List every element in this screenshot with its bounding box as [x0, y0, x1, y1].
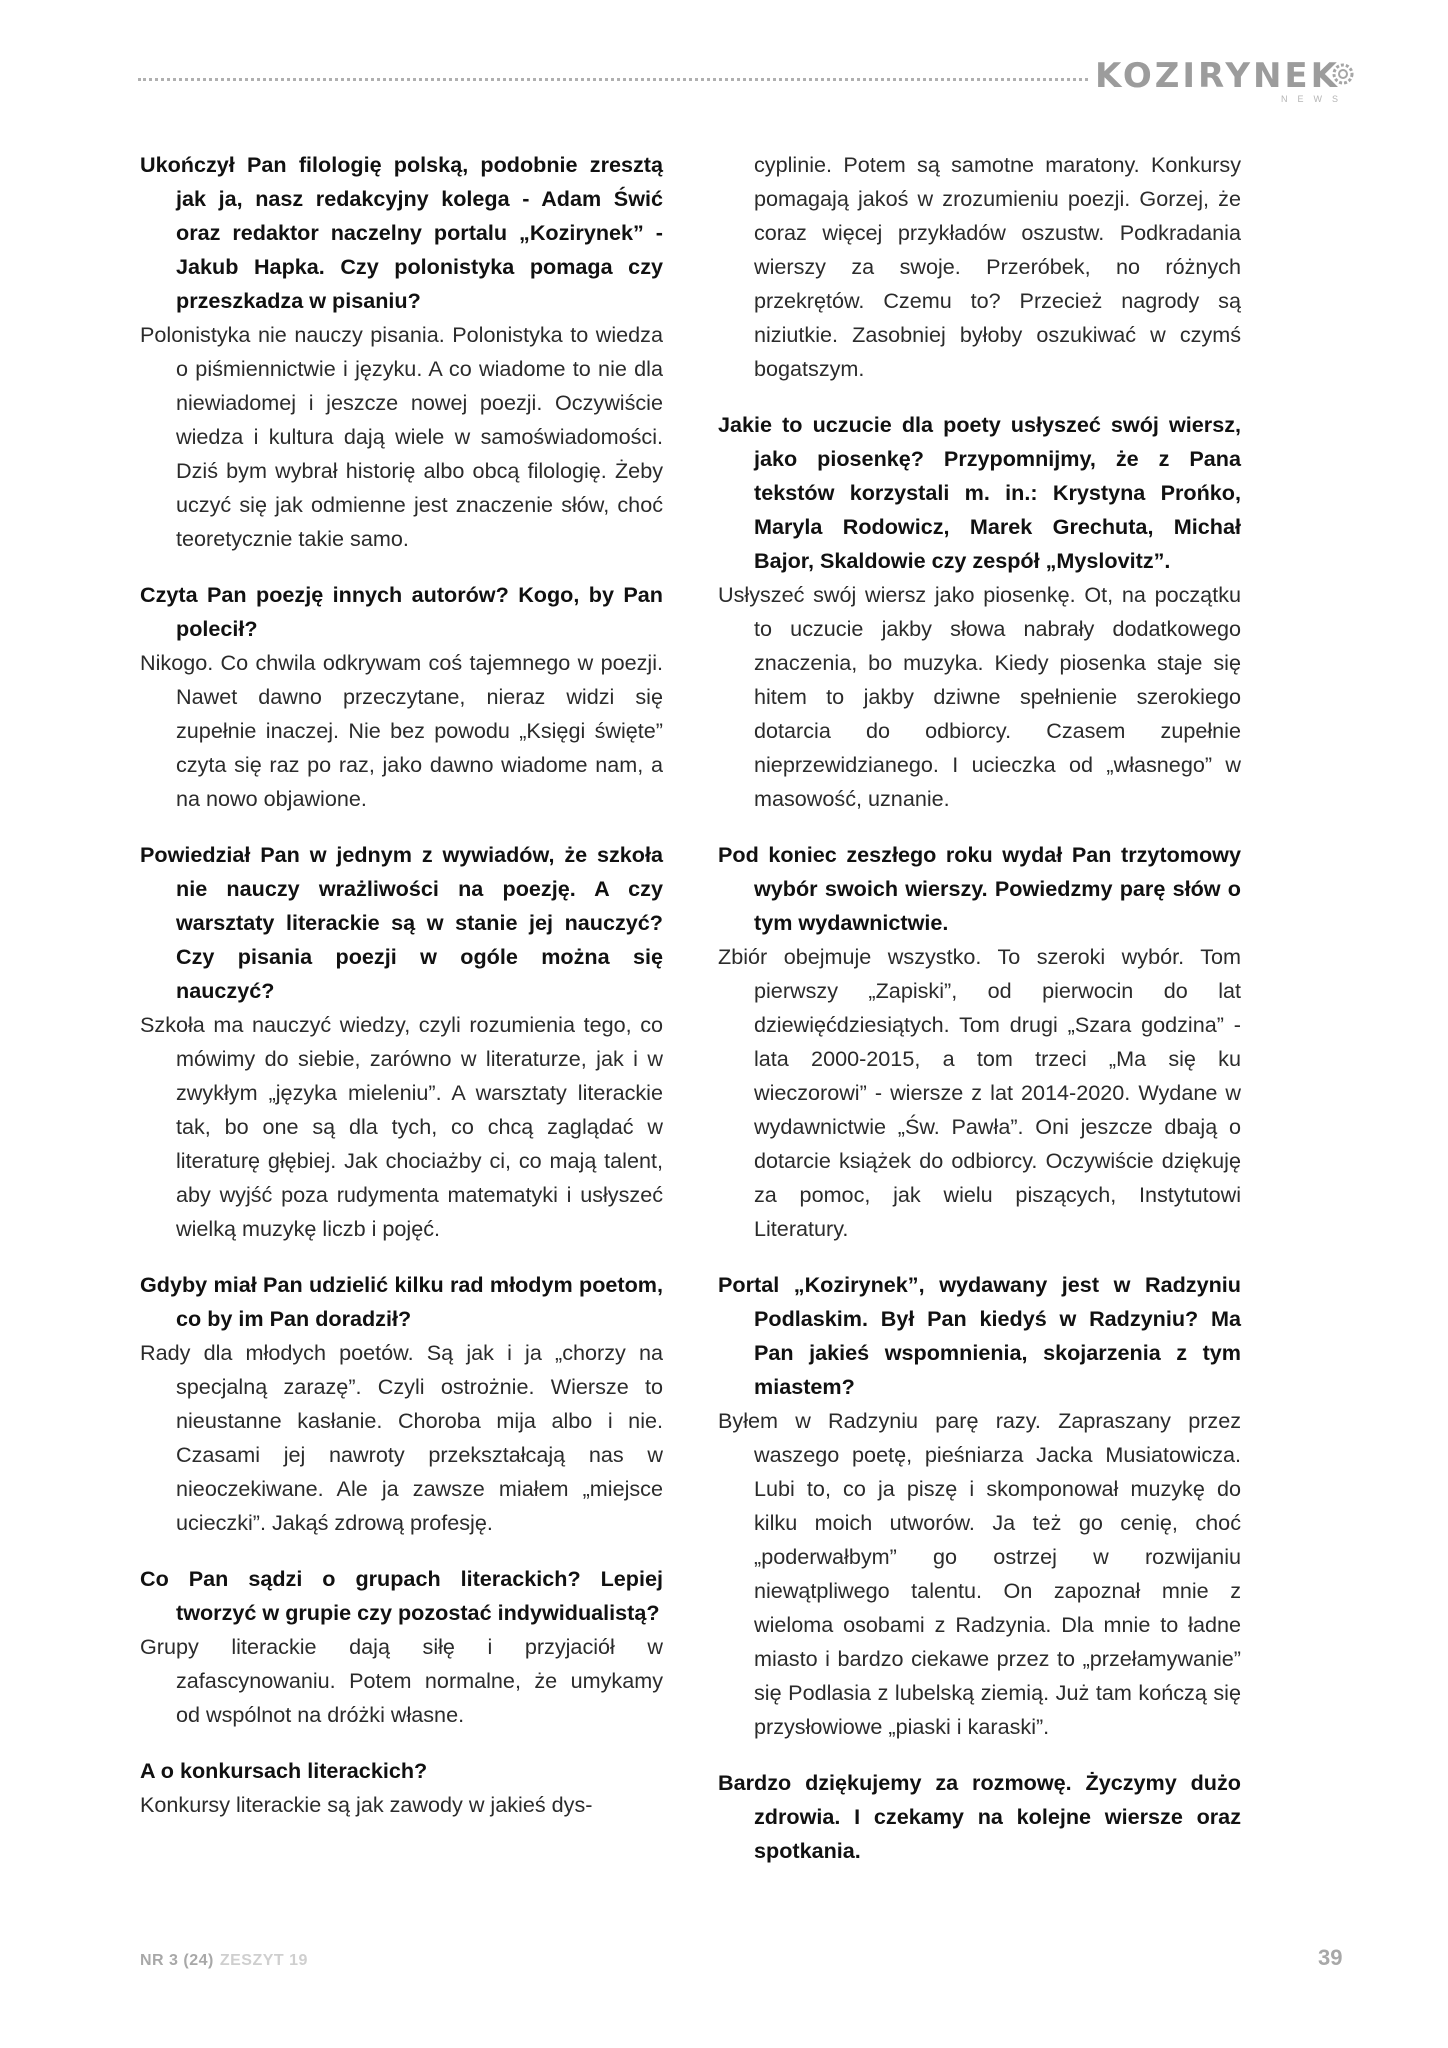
interview-answer: Grupy literackie dają siłę i przyjaciół w zafascynowaniu. Potem normalne, że umykamy od wspólnot na dróżki własne. [140, 1634, 663, 1727]
issue-zeszyt: ZESZYT 19 [219, 1952, 308, 1969]
interview-answer: Zbiór obejmuje wszystko. To szeroki wybór. Tom pierwszy „Zapiski”, od pierwocin do lat dziewięćdziesiątych. Tom drugi „Szara godzina” - lata 2000-2015, a tom trzeci „Ma się ku wieczorowi” - wiersze z lat 2014-2020. Wydane w wydawnictwie „Św. Pawła”. Oni jeszcze dbają o dotarcie książek do odbiorcy. Oczywiście dziękuję za pomoc, jak wielu piszących, Instytutowi Literatury. [718, 944, 1241, 1241]
left-column [140, 148, 663, 1830]
brand-name: KOZIRYNEK [1095, 56, 1340, 96]
qa-block [718, 838, 1241, 1246]
qa-block [140, 578, 663, 816]
closing-remark: Bardzo dziękujemy za rozmowę. Życzymy dużo zdrowia. I czekamy na kolejne wiersze oraz spotkania. [718, 1770, 1241, 1863]
qa-block [718, 408, 1241, 816]
interview-question: Portal „Kozirynek”, wydawany jest w Radzyniu Podlaskim. Był Pan kiedyś w Radzyniu? Ma Pan jakieś wspomnienia, skojarzenia z tym miastem? [718, 1272, 1241, 1399]
qa-block [140, 1268, 663, 1540]
interview-question: Pod koniec zeszłego roku wydał Pan trzytomowy wybór swoich wierszy. Powiedzmy parę słów o tym wydawnictwie. [718, 842, 1241, 935]
issue-info [140, 1952, 308, 1970]
interview-question: Co Pan sądzi o grupach literackich? Lepiej tworzyć w grupie czy pozostać indywidualistą? [140, 1566, 663, 1625]
header-dotted-rule [138, 78, 1088, 81]
page-number: 39 [1318, 1945, 1343, 1970]
interview-answer: Nikogo. Co chwila odkrywam coś tajemnego w poezji. Nawet dawno przeczytane, nieraz widzi się zupełnie inaczej. Nie bez powodu „Księgi święte” czyta się raz po raz, jako dawno wiadome nam, a na nowo objawione. [140, 650, 663, 811]
interview-answer: Szkoła ma nauczyć wiedzy, czyli rozumienia tego, co mówimy do siebie, zarówno w literaturze, jak i w zwykłym „języka mieleniu”. A warsztaty literackie tak, bo one są dla tych, co chcą zaglądać w literaturę głębiej. Jak chociażby ci, co mają talent, aby wyjść poza rudymenta matematyki i usłyszeć wielką muzykę liczb i pojęć. [140, 1012, 663, 1241]
qa-block [140, 1754, 663, 1822]
issue-number: NR 3 (24) [140, 1952, 214, 1969]
interview-answer: Polonistyka nie nauczy pisania. Polonistyka to wiedza o piśmiennictwie i języku. A co wiadome to nie dla niewiadomej i jeszcze nowej poezji. Oczywiście wiedza i kultura dają wiele w samoświadomości. Dziś bym wybrał historię albo obcą filologię. Żeby uczyć się jak odmienne jest znaczenie słów, choć teoretycznie takie samo. [140, 322, 663, 551]
qa-block [718, 1268, 1241, 1744]
right-column [718, 148, 1241, 1890]
gear-icon [1331, 62, 1355, 86]
interview-answer: Rady dla młodych poetów. Są jak i ja „chorzy na specjalną zarazę”. Czyli ostrożnie. Wiersze to nieustanne kasłanie. Choroba mija albo i nie. Czasami jej nawroty przekształcają nas w nieoczekiwane. Ale ja zawsze miałem „miejsce ucieczki”. Jakąś zdrową profesję. [140, 1340, 663, 1535]
interview-answer: Konkursy literackie są jak zawody w jakieś dys- [140, 1792, 593, 1817]
interview-question: Powiedział Pan w jednym z wywiadów, że szkoła nie nauczy wrażliwości na poezję. A czy warsztaty literackie są w stanie jej nauczyć? Czy pisania poezji w ogóle można się nauczyć? [140, 842, 663, 1003]
closing-block [718, 1766, 1241, 1868]
qa-block [140, 838, 663, 1246]
interview-question: Jakie to uczucie dla poety usłyszeć swój wiersz, jako piosenkę? Przypomnijmy, że z Pana tekstów korzystali m. in.: Krystyna Prońko, Maryla Rodowicz, Marek Grechuta, Michał Bajor, Skaldowie czy zespół „Myslovitz”. [718, 412, 1241, 573]
qa-block [140, 1562, 663, 1732]
qa-block [140, 148, 663, 556]
interview-question: Czyta Pan poezję innych autorów? Kogo, by Pan polecił? [140, 582, 663, 641]
interview-answer: Usłyszeć swój wiersz jako piosenkę. Ot, na początku to uczucie jakby słowa nabrały dodatkowego znaczenia, bo muzyka. Kiedy piosenka staje się hitem to jakby dziwne spełnienie szerokiego dotarcia do odbiorcy. Czasem zupełnie nieprzewidzianego. I ucieczka od „własnego” w masowość, uznanie. [718, 582, 1241, 811]
interview-question: A o konkursach literackich? [140, 1758, 428, 1783]
interview-question: Gdyby miał Pan udzielić kilku rad młodym poetom, co by im Pan doradził? [140, 1272, 663, 1331]
brand-logo [1095, 52, 1355, 102]
interview-answer: cyplinie. Potem są samotne maratony. Konkursy pomagają jakoś w zrozumieniu poezji. Gorzej, że coraz więcej przykładów oszustw. Podkradania wierszy za swoje. Przeróbek, no różnych przekrętów. Czemu to? Przecież nagrody są niziutkie. Zasobniej byłoby oszukiwać w czymś bogatszym. [754, 152, 1241, 381]
interview-question: Ukończył Pan filologię polską, podobnie zresztą jak ja, nasz redakcyjny kolega - Adam Świć oraz redaktor naczelny portalu „Kozirynek” - Jakub Hapka. Czy polonistyka pomaga czy przeszkadza w pisaniu? [140, 152, 663, 313]
brand-subtitle: NEWS [1281, 94, 1348, 104]
answer-continuation [718, 148, 1241, 386]
interview-answer: Byłem w Radzyniu parę razy. Zapraszany przez waszego poetę, pieśniarza Jacka Musiatowicza. Lubi to, co ja piszę i skomponował muzykę do kilku moich utworów. Ja też go cenię, choć „poderwałbym” go ostrzej w rozwijaniu niewątpliwego talentu. On zapoznał mnie z wieloma osobami z Radzynia. Dla mnie to ładne miasto i bardzo ciekawe przez to „przełamywanie” się Podlasia z lubelską ziemią. Już tam kończą się przysłowiowe „piaski i karaski”. [718, 1408, 1241, 1739]
